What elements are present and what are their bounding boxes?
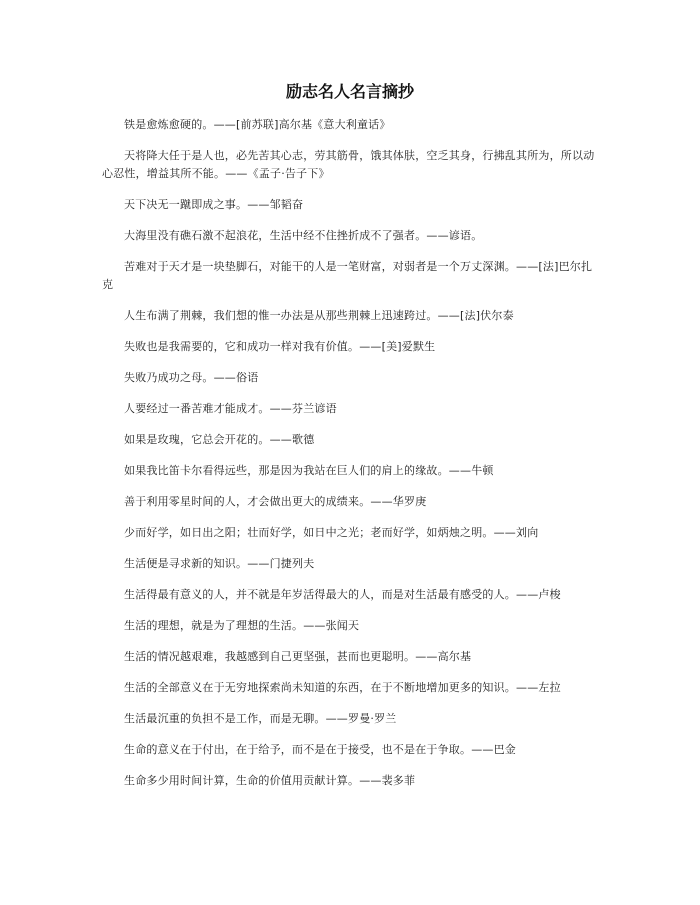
quote-paragraph: 生活的理想，就是为了理想的生活。——张闻天 (124, 619, 360, 632)
quote-paragraph: 生活的全部意义在于无穷地探索尚未知道的东西，在于不断地增加更多的知识。——左拉 (124, 681, 561, 694)
quote-paragraph: 失败也是我需要的，它和成功一样对我有价值。——[美]爱默生 (124, 340, 436, 353)
quote-paragraph: 生活最沉重的负担不是工作，而是无聊。——罗曼·罗兰 (124, 712, 397, 725)
quote-paragraph: 天下决无一蹴即成之事。——邹韬奋 (124, 198, 304, 211)
quote-paragraph: 善于利用零星时间的人，才会做出更大的成绩来。——华罗庚 (124, 495, 427, 508)
quote-paragraph: 生活得最有意义的人，并不就是年岁活得最大的人，而是对生活最有感受的人。——卢梭 (124, 588, 561, 601)
quote-paragraph: 失败乃成功之母。——俗语 (124, 371, 259, 384)
document-title: 励志名人名言摘抄 (285, 82, 414, 101)
quote-paragraph: 人要经过一番苦难才能成才。——芬兰谚语 (124, 402, 337, 415)
quote-list (102, 116, 598, 790)
quote-paragraph: 苦难对于天才是一块垫脚石，对能干的人是一笔财富，对弱者是一个万丈深渊。——[法]巴尔扎克 (102, 260, 593, 291)
quote-paragraph: 大海里没有礁石激不起浪花，生活中经不住挫折成不了强者。——谚语。 (124, 229, 483, 242)
quote-paragraph: 天将降大任于是人也，必先苦其心志，劳其筋骨，饿其体肤，空乏其身，行拂乱其所为，所以动心忍性，增益其所不能。——《孟子·告子下》 (102, 149, 595, 180)
quote-paragraph: 生活便是寻求新的知识。——门捷列夫 (124, 557, 315, 570)
quote-paragraph: 如果我比笛卡尔看得远些，那是因为我站在巨人们的肩上的缘故。——牛顿 (124, 464, 494, 477)
quote-paragraph: 生活的情况越艰难，我越感到自己更坚强，甚而也更聪明。——高尔基 (124, 650, 472, 663)
quote-paragraph: 铁是愈炼愈硬的。——[前苏联]高尔基《意大利童话》 (124, 118, 391, 131)
quote-paragraph: 少而好学，如日出之阳；壮而好学，如日中之光；老而好学，如炳烛之明。——刘向 (124, 526, 539, 539)
quote-paragraph: 生命多少用时间计算，生命的价值用贡献计算。——裴多菲 (124, 774, 416, 787)
quote-paragraph: 如果是玫瑰，它总会开花的。——歌德 (124, 433, 315, 446)
quote-paragraph: 人生布满了荆棘，我们想的惟一办法是从那些荆棘上迅速跨过。——[法]伏尔泰 (124, 309, 514, 322)
quote-paragraph: 生命的意义在于付出，在于给予，而不是在于接受，也不是在于争取。——巴金 (124, 743, 516, 756)
